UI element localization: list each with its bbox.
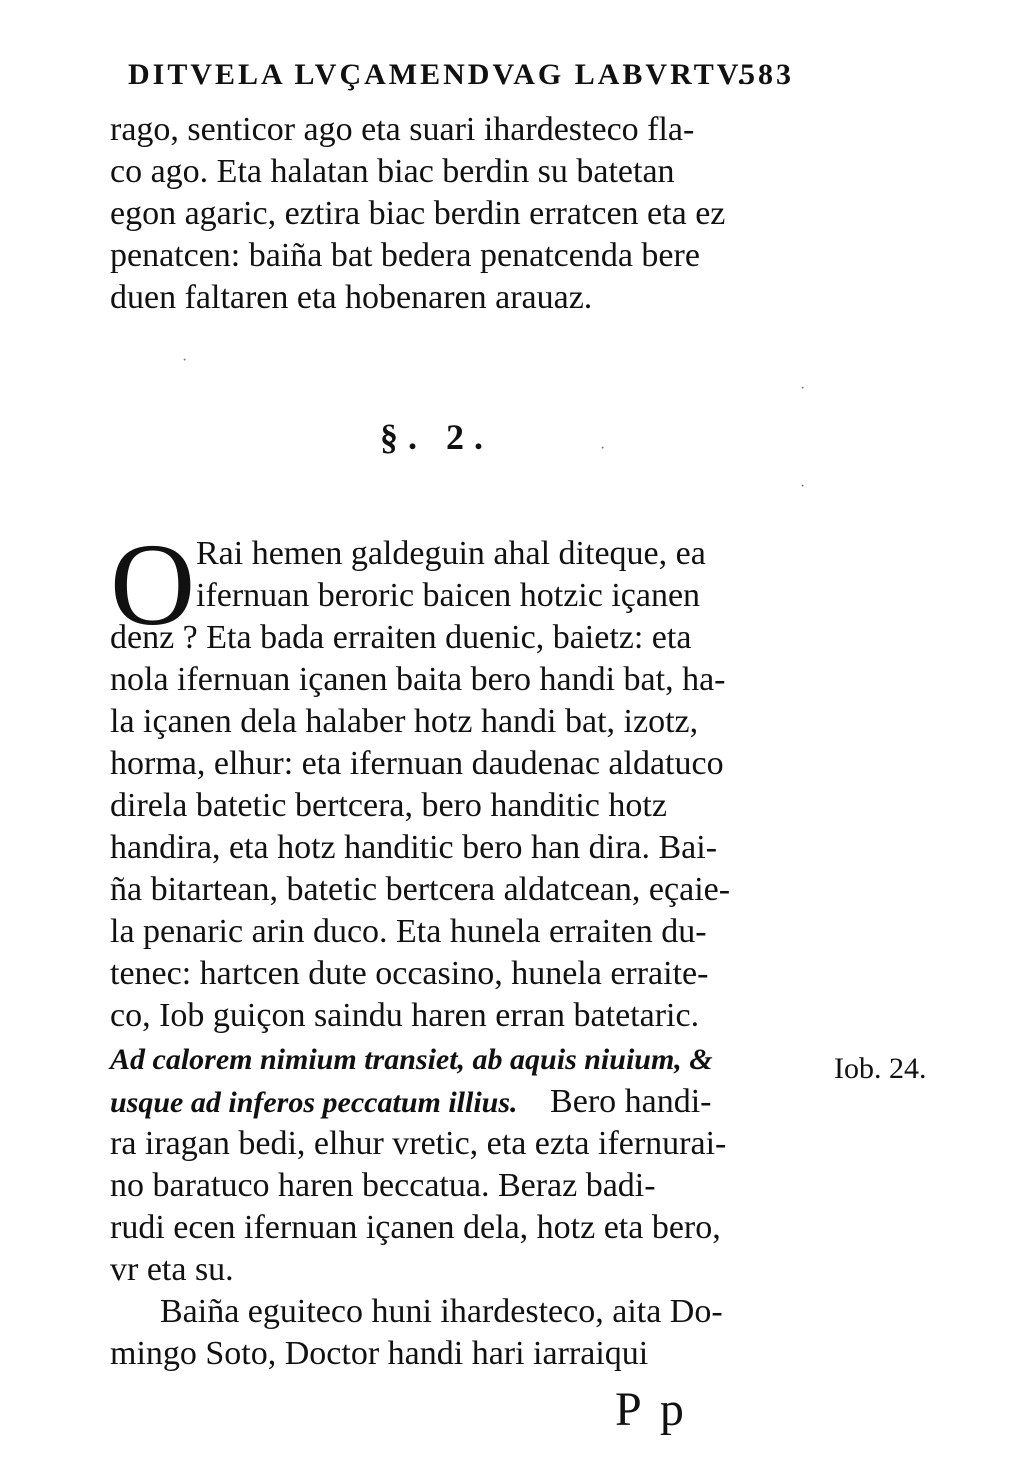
text-line: direla batetic bertcera, bero handitic hotz <box>110 787 667 824</box>
text-fragment: Bero handi- <box>550 1083 712 1120</box>
print-speck: · <box>800 478 806 495</box>
text-line: ifernuan beroric baicen hotzic içanen <box>196 577 701 614</box>
text-line: duen faltaren eta hobenaren arauaz. <box>110 279 593 316</box>
print-speck: · <box>182 352 188 369</box>
text-line: Rai hemen galdeguin ahal diteque, ea <box>196 535 706 572</box>
text-line: handira, eta hotz handitic bero han dira. Bai- <box>110 829 718 866</box>
text-line: no baratuco haren beccatua. Beraz badi- <box>110 1167 656 1204</box>
text-line: ña bitartean, batetic bertcera aldatcean, eçaie- <box>110 871 731 908</box>
text-line: denz ? Eta bada erraiten duenic, baietz: eta <box>110 619 692 656</box>
text-line: co ago. Eta halatan biac berdin su batetan <box>110 153 675 190</box>
text-line: co, Iob guiçon saindu haren erran batetaric. <box>110 997 700 1034</box>
section-mark: §. 2. <box>380 417 493 457</box>
text-line: rudi ecen ifernuan içanen dela, hotz eta bero, <box>110 1209 721 1246</box>
text-line: mingo Soto, Doctor handi hari iarraiqui <box>110 1335 649 1372</box>
drop-cap: O <box>110 519 196 650</box>
running-header <box>128 58 828 92</box>
text-line: penatcen: baiña bat bedera penatcenda bere <box>110 237 700 274</box>
text-line: la penaric arin duco. Eta hunela erraiten du- <box>110 913 707 950</box>
print-speck: · <box>600 440 606 457</box>
margin-reference: Iob. 24. <box>834 1052 927 1085</box>
signature-mark: P p <box>615 1383 688 1436</box>
running-title: DITVELA LVÇAMENDVAG LABVRTV. <box>128 58 749 91</box>
text-line <box>110 1082 712 1123</box>
page-number: 583 <box>740 58 794 91</box>
text-line: la içanen dela halaber hotz handi bat, izotz, <box>110 703 699 740</box>
print-speck: · <box>800 380 806 397</box>
text-line: egon agaric, eztira biac berdin erratcen eta ez <box>110 195 726 232</box>
text-line: rago, senticor ago eta suari ihardesteco fla- <box>110 111 695 148</box>
text-line: Baiña eguiteco huni ihardesteco, aita Do- <box>160 1293 723 1330</box>
latin-quote-line: usque ad inferos peccatum illius. <box>110 1086 518 1119</box>
text-line: tenec: hartcen dute occasino, hunela erraite- <box>110 955 709 992</box>
text-line: horma, elhur: eta ifernuan daudenac aldatuco <box>110 745 724 782</box>
text-line: vr eta su. <box>110 1251 234 1288</box>
latin-quote-line: Ad calorem nimium transiet, ab aquis niuium, & <box>110 1043 713 1076</box>
text-line: ra iragan bedi, elhur vretic, eta ezta ifernurai- <box>110 1125 727 1162</box>
text-line: nola ifernuan içanen baita bero handi bat, ha- <box>110 661 726 698</box>
